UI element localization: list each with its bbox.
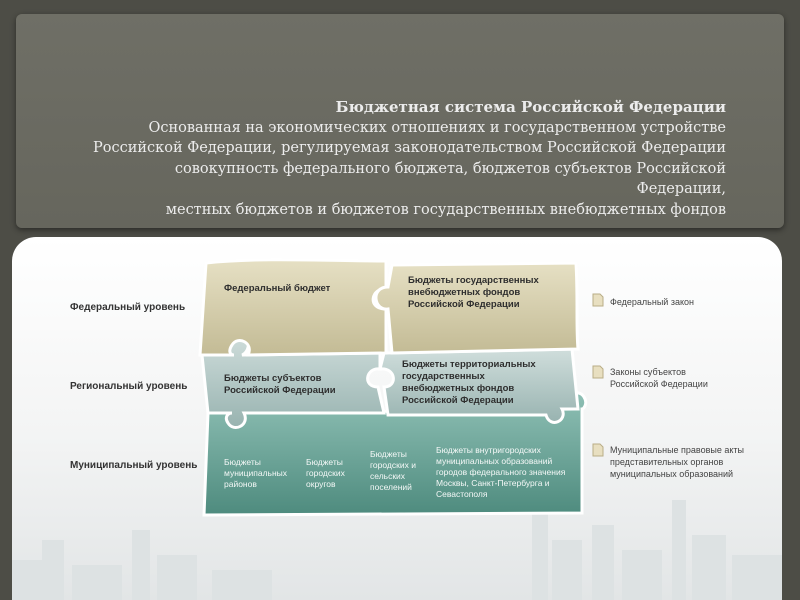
label-line: Российской Федерации bbox=[408, 299, 520, 310]
territorial-funds-label bbox=[402, 359, 536, 407]
label-line: сельских bbox=[370, 471, 406, 481]
header-body-line: Основанная на экономических отношениях и государственном устройстве bbox=[148, 119, 726, 136]
label-line: Бюджеты внутригородских bbox=[436, 445, 541, 455]
budget-puzzle bbox=[12, 237, 782, 600]
label-line: Российской Федерации bbox=[224, 385, 336, 396]
subjects-budgets-label bbox=[224, 373, 336, 397]
city-districts-label bbox=[306, 457, 345, 490]
law-municipal bbox=[610, 444, 744, 480]
label-line: представительных органов bbox=[610, 457, 724, 467]
header-body-line: Российской Федерации, регулируемая законодательством Российской Федерации bbox=[92, 140, 726, 156]
header-title: Бюджетная система Российской Федерации bbox=[335, 97, 726, 116]
level-label-regional: Региональный уровень bbox=[70, 381, 188, 392]
law-regional bbox=[610, 366, 708, 390]
diagram-panel bbox=[12, 237, 782, 600]
level-label-municipal: Муниципальный уровень bbox=[70, 460, 198, 471]
document-icon bbox=[592, 293, 604, 307]
label-line: Севастополя bbox=[436, 489, 488, 499]
label-line: Бюджеты bbox=[306, 457, 343, 467]
label-line: городских bbox=[306, 468, 345, 478]
municipal-districts-label bbox=[224, 457, 287, 490]
label-line: поселений bbox=[370, 482, 412, 492]
federal-budget-label: Федеральный бюджет bbox=[224, 283, 331, 294]
label-line: Бюджеты государственных bbox=[408, 275, 539, 286]
label-line: Российской Федерации bbox=[610, 379, 708, 389]
label-line: Бюджеты bbox=[370, 449, 407, 459]
label-line: Бюджеты территориальных bbox=[402, 359, 536, 370]
label-line: Бюджеты субъектов bbox=[224, 373, 322, 384]
label-line: городов федерального значения bbox=[436, 467, 566, 477]
label-line: внебюджетных фондов bbox=[408, 287, 521, 298]
header-panel bbox=[16, 14, 784, 228]
label-line: городских и bbox=[370, 460, 416, 470]
label-line: муниципальных образований bbox=[610, 469, 734, 479]
label-line: государственных bbox=[402, 371, 485, 382]
header-body-line: совокупность федерального бюджета, бюджетов субъектов Российской Федерации, bbox=[174, 160, 726, 197]
label-line: районов bbox=[224, 479, 257, 489]
label-line: Москвы, Санкт-Петербурга и bbox=[436, 478, 550, 488]
intracity-label bbox=[436, 445, 565, 500]
settlements-label bbox=[370, 449, 416, 493]
document-icon bbox=[592, 365, 604, 379]
document-icon bbox=[592, 443, 604, 457]
state-funds-label bbox=[408, 275, 539, 311]
label-line: внебюджетных фондов bbox=[402, 383, 515, 394]
federal-budget-piece bbox=[200, 260, 386, 355]
label-line: муниципальных bbox=[224, 468, 288, 478]
label-line: Бюджеты bbox=[224, 457, 261, 467]
label-line: Муниципальные правовые акты bbox=[610, 445, 745, 455]
level-label-federal: Федеральный уровень bbox=[70, 302, 186, 313]
header-body-line: местных бюджетов и бюджетов государственных внебюджетных фондов bbox=[165, 201, 726, 218]
label-line: округов bbox=[306, 479, 336, 489]
law-federal: Федеральный закон bbox=[610, 297, 694, 307]
label-line: Российской Федерации bbox=[402, 395, 514, 406]
label-line: муниципальных образований bbox=[436, 456, 553, 466]
header-text bbox=[86, 97, 726, 221]
label-line: Законы субъектов bbox=[610, 367, 686, 377]
